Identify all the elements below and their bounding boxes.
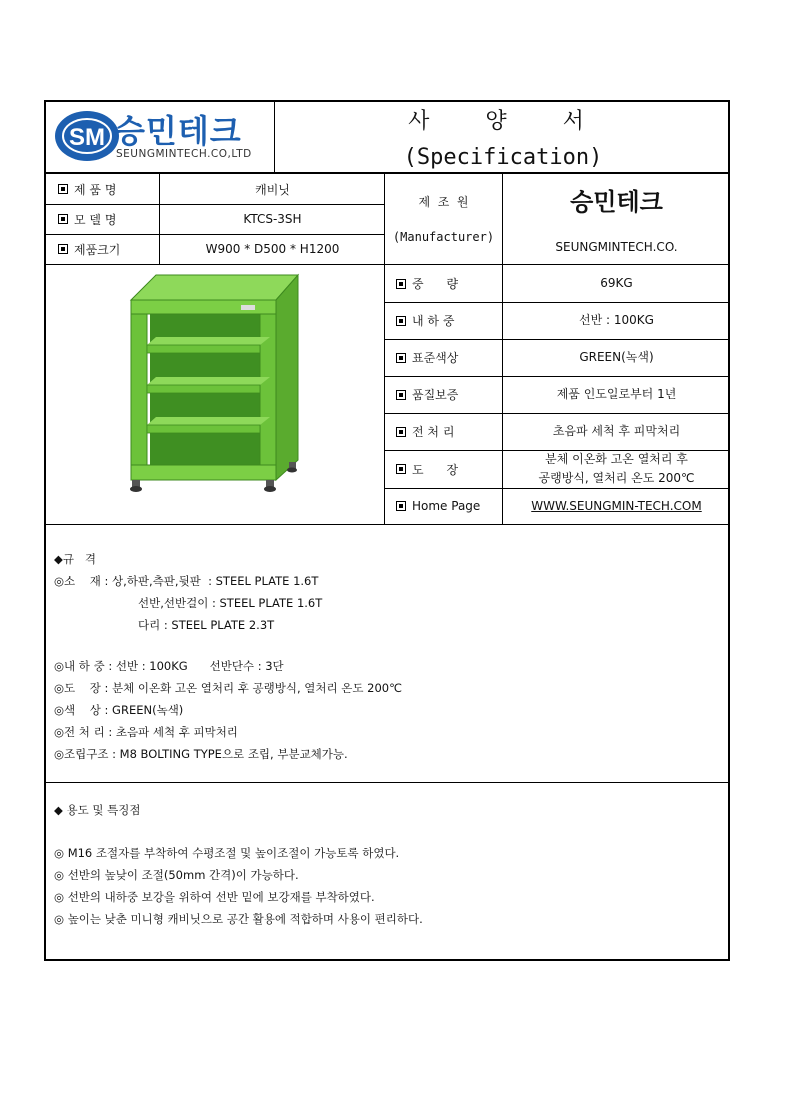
feature-line: ◎ 선반의 높낮이 조절(50mm 간격)이 가능하다. — [54, 868, 299, 882]
spec-row-value: GREEN(녹색) — [579, 350, 654, 364]
spec-row-value: 분체 이온화 고온 열처리 후 공랭방식, 열처리 온도 200℃ — [538, 452, 695, 485]
spec-line: ◎내 하 중 : 선반 : 100KG 선반단수 : 3단 — [54, 659, 284, 673]
logo-korean: 승민테크 — [114, 112, 242, 150]
feature-line: ◎ 선반의 내하중 보강을 위하여 선반 밑에 보강재를 부착하였다. — [54, 890, 375, 904]
checkbox-icon — [58, 244, 68, 254]
logo-area — [46, 102, 276, 172]
size-value: W900 * D500 * H1200 — [205, 242, 340, 256]
spec-row-label: 도 장 — [396, 450, 502, 488]
logo-mark: SM — [69, 124, 105, 151]
spec-row-label: 표준색상 — [396, 339, 502, 376]
spec-row-label: 중 량 — [396, 265, 502, 302]
product-name-label: 제 품 명 — [58, 174, 158, 204]
cabinet-icon — [46, 265, 384, 523]
feature-heading: ◆ 용도 및 특징점 — [54, 803, 141, 817]
spec-row-value: 69KG — [600, 276, 633, 290]
spec-row-value: 초음파 세척 후 피막처리 — [552, 424, 681, 438]
checkbox-icon — [396, 279, 406, 289]
title-korean: 사 양 서 — [408, 108, 598, 134]
model-label: 모 델 명 — [58, 204, 158, 234]
maker-site: SEUNGMINTECH.CO. — [555, 240, 678, 254]
spec-row-label: 품질보증 — [396, 376, 502, 413]
sm-logo-icon — [52, 108, 122, 164]
spec-line: ◎조립구조 : M8 BOLTING TYPE으로 조립, 부분교체가능. — [54, 747, 348, 761]
spec-row-value: 선반 : 100KG — [579, 313, 654, 327]
spec-row-label: 전 처 리 — [396, 413, 502, 450]
spec-sheet — [44, 100, 730, 961]
homepage-link[interactable]: WWW.SEUNGMIN-TECH.COM — [531, 498, 702, 513]
feature-line: ◎ M16 조절자를 부착하여 수평조절 및 높이조절이 가능토록 하였다. — [54, 846, 400, 860]
spec-line: ◎도 장 : 분체 이온화 고온 열처리 후 공랭방식, 열처리 온도 200℃ — [54, 681, 403, 695]
checkbox-icon — [396, 316, 406, 326]
title-english: (Specification) — [403, 144, 603, 170]
spec-row-label: Home Page — [396, 488, 502, 524]
spec-line: 다리 : STEEL PLATE 2.3T — [138, 618, 275, 632]
checkbox-icon — [58, 214, 68, 224]
feature-line: ◎ 높이는 낮춘 미니형 캐비닛으로 공간 활용에 적합하며 사용이 편리하다. — [54, 912, 423, 926]
maker-name: 승민테크 — [570, 187, 663, 216]
checkbox-icon — [396, 501, 406, 511]
checkbox-icon — [396, 390, 406, 400]
spec-line: ◎색 상 : GREEN(녹색) — [54, 703, 184, 717]
spec-row-value: 제품 인도일로부터 1년 — [556, 387, 677, 401]
checkbox-icon — [396, 464, 406, 474]
maker-label-en: (Manufacturer) — [392, 230, 495, 244]
size-label: 제품크기 — [58, 234, 158, 264]
checkbox-icon — [58, 184, 68, 194]
model-value: KTCS-3SH — [243, 212, 302, 226]
logo-english: SEUNGMINTECH.CO,LTD — [116, 148, 252, 160]
maker-label-ko: 제 조 원 — [418, 194, 469, 209]
checkbox-icon — [396, 427, 406, 437]
spec-line: 선반,선반걸이 : STEEL PLATE 1.6T — [138, 596, 323, 610]
product-image — [46, 265, 384, 523]
checkbox-icon — [396, 353, 406, 363]
spec-line: ◎소 재 : 상,하판,측판,뒷판 : STEEL PLATE 1.6T — [54, 574, 319, 588]
spec-line: ◎전 처 리 : 초음파 세척 후 피막처리 — [54, 725, 238, 739]
spec-row-label: 내 하 중 — [396, 302, 502, 339]
spec-heading: ◆규 격 — [54, 552, 97, 566]
product-name-value: 캐비닛 — [255, 182, 290, 197]
